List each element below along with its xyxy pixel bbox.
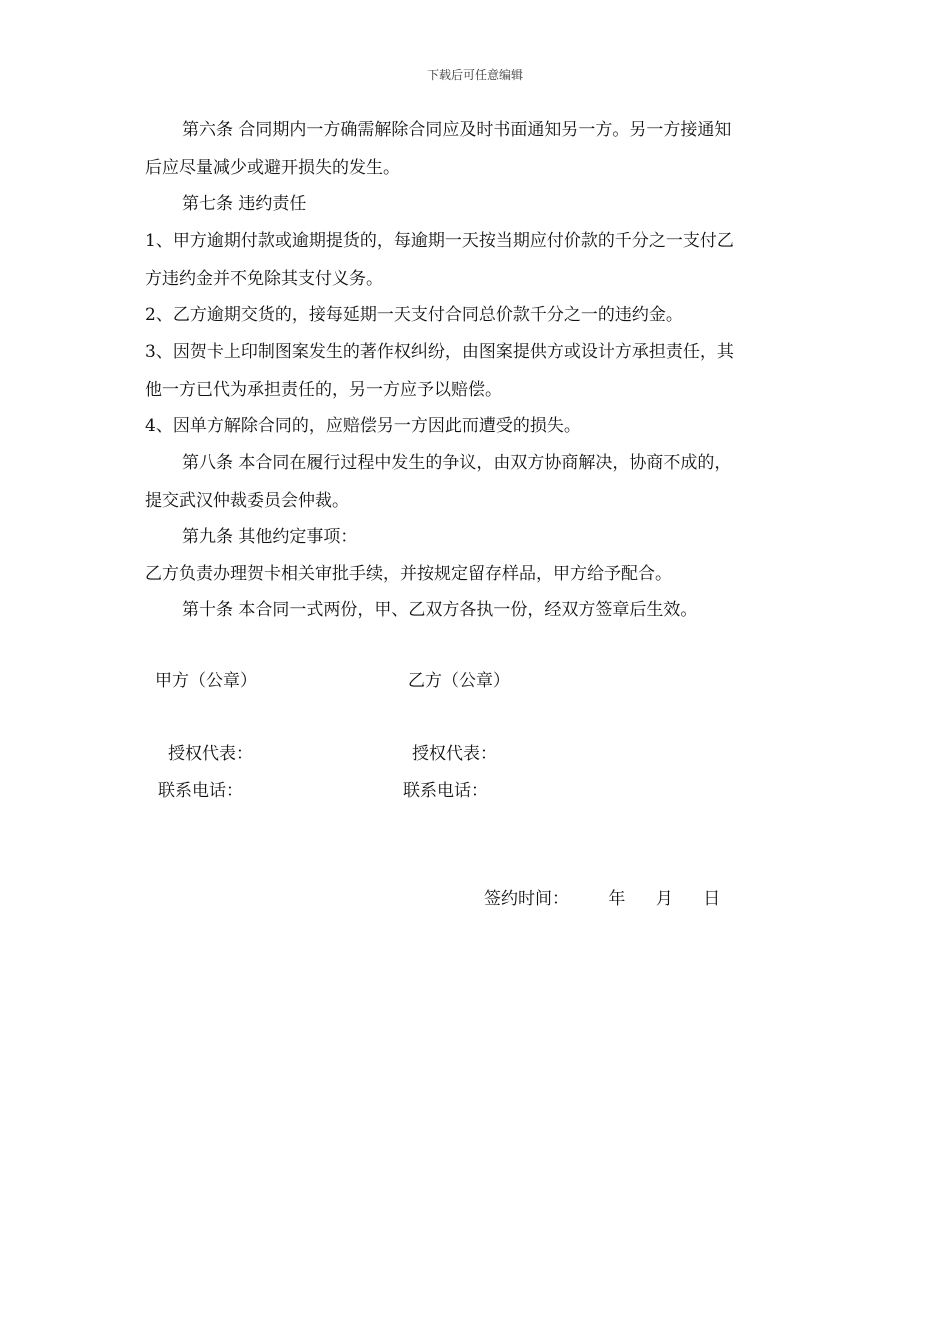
party-a-phone: 联系电话：	[158, 781, 243, 801]
signing-month: 月	[655, 889, 673, 909]
signing-date	[484, 889, 720, 909]
party-a-seal: 甲方（公章）	[155, 671, 257, 691]
party-a-representative: 授权代表：	[168, 744, 253, 764]
article-8-line-2: 提交武汉仲裁委员会仲裁。	[145, 491, 349, 511]
article-10: 第十条 本合同一式两份，甲、乙双方各执一份，经双方签章后生效。	[182, 600, 698, 620]
party-b-phone: 联系电话：	[403, 781, 488, 801]
party-b-seal: 乙方（公章）	[408, 671, 510, 691]
item-4: 4、因单方解除合同的，应赔偿另一方因此而遭受的损失。	[145, 416, 581, 436]
article-8-line-1: 第八条 本合同在履行过程中发生的争议，由双方协商解决，协商不成的，	[182, 453, 732, 473]
article-9-title: 第九条 其他约定事项：	[182, 527, 358, 547]
item-2: 2、乙方逾期交货的，接每延期一天支付合同总价款千分之一的违约金。	[145, 305, 683, 325]
item-3-line-2: 他一方已代为承担责任的，另一方应予以赔偿。	[145, 380, 502, 400]
article-7-title: 第七条 违约责任	[182, 194, 307, 214]
item-3-line-1: 3、因贺卡上印制图案发生的著作权纠纷，由图案提供方或设计方承担责任，其	[145, 342, 734, 362]
article-6-line-1	[182, 120, 808, 140]
article-6-line-2: 后应尽量减少或避开损失的发生。	[145, 158, 400, 178]
article-9-body: 乙方负责办理贺卡相关审批手续，并按规定留存样品，甲方给予配合。	[145, 564, 672, 584]
item-1-line-1: 1、甲方逾期付款或逾期提货的，每逾期一天按当期应付价款的千分之一支付乙	[145, 231, 734, 251]
page-header: 下载后可任意编辑	[426, 68, 523, 82]
signing-year: 年	[608, 889, 626, 909]
party-b-representative: 授权代表：	[412, 744, 497, 764]
signing-date-label: 签约时间：	[484, 889, 569, 909]
article-6-text: 第六条 合同期内一方确需解除合同应及时书面通知另一方。另一方接通知	[182, 120, 732, 140]
signing-day: 日	[703, 889, 721, 909]
item-1-line-2: 方违约金并不免除其支付义务。	[145, 269, 383, 289]
